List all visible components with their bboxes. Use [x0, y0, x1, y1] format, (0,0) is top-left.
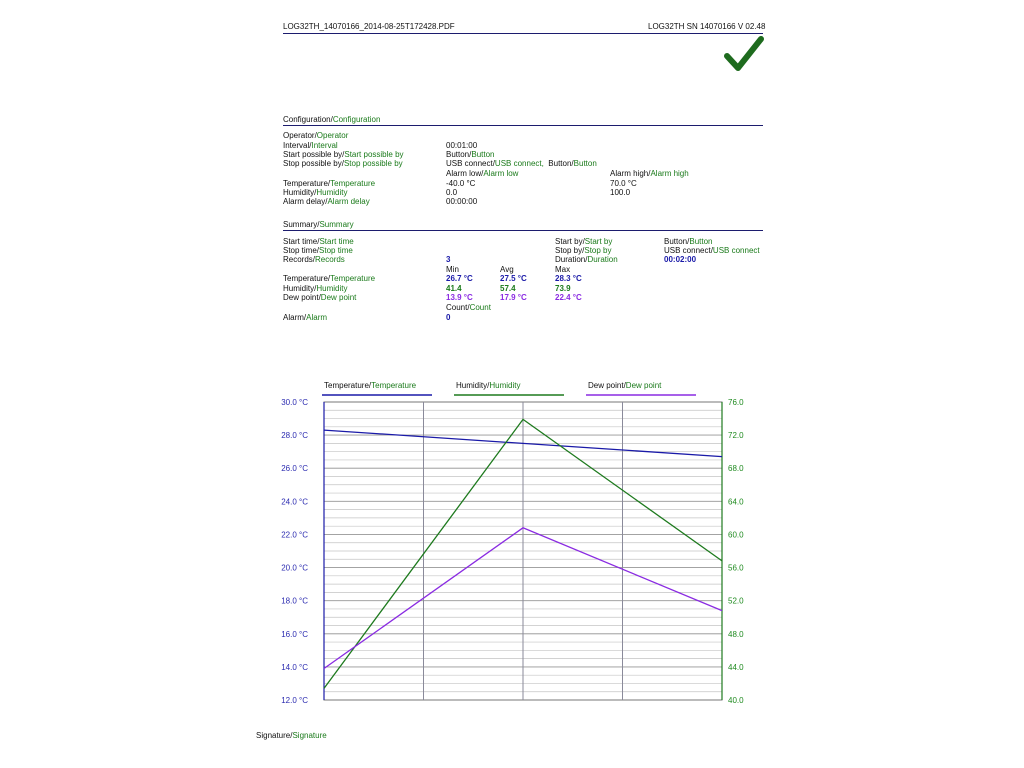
records-label: Records/Records: [283, 255, 345, 264]
stop-time-label: Stop time/Stop time: [283, 246, 353, 255]
left-tick-label: 30.0 °C: [281, 398, 308, 407]
stop-possible-label: Stop possible by/Stop possible by: [283, 159, 403, 168]
right-tick-label: 68.0: [728, 464, 744, 474]
avg-header: Avg: [500, 265, 514, 274]
alarm-count: 0: [446, 313, 451, 322]
stop-by-value: USB connect/USB connect: [664, 246, 760, 255]
start-by-value: Button/Button: [664, 237, 713, 246]
start-possible-label: Start possible by/Start possible by: [283, 150, 404, 159]
right-tick-label: 72.0: [728, 431, 744, 441]
start-possible-value: Button/Button: [446, 150, 495, 159]
humidity-min: 41.4: [446, 284, 462, 293]
right-tick-label: 56.0: [728, 563, 744, 573]
alarm-high-header: Alarm high/Alarm high: [610, 169, 689, 178]
records-value: 3: [446, 255, 451, 264]
left-tick-label: 28.0 °C: [281, 431, 308, 441]
stop-by-label: Stop by/Stop by: [555, 246, 612, 255]
duration-value: 00:02:00: [664, 255, 697, 264]
config-humidity-high: 100.0: [610, 188, 631, 197]
checkmark-icon: [724, 36, 764, 74]
configuration-title: Configuration/Configuration: [283, 115, 381, 124]
right-tick-label: 76.0: [728, 398, 744, 407]
max-header: Max: [555, 265, 571, 274]
dewpoint-max: 22.4 °C: [555, 293, 582, 302]
summary-dewpoint-label: Dew point/Dew point: [283, 293, 357, 302]
signature-label: Signature/Signature: [256, 731, 327, 740]
alarm-label: Alarm/Alarm: [283, 313, 328, 322]
humidity-max: 73.9: [555, 284, 571, 293]
device-info: LOG32TH SN 14070166 V 02.48: [648, 22, 766, 31]
temperature-avg: 27.5 °C: [500, 274, 527, 283]
summary-title: Summary/Summary: [283, 220, 354, 229]
summary-rule: [283, 230, 763, 231]
right-tick-label: 64.0: [728, 497, 744, 507]
interval-value: 00:01:00: [446, 141, 478, 150]
dewpoint-avg: 17.9 °C: [500, 293, 527, 302]
left-tick-label: 22.0 °C: [281, 530, 308, 540]
left-tick-label: 18.0 °C: [281, 596, 308, 606]
report-filename: LOG32TH_14070166_2014-08-25T172428.PDF: [283, 22, 455, 31]
config-humidity-low: 0.0: [446, 188, 458, 197]
start-time-label: Start time/Start time: [283, 237, 354, 246]
humidity-avg: 57.4: [500, 284, 516, 293]
stop-possible-value: USB connect/USB connect, Button/Button: [446, 159, 597, 168]
alarm-delay-label: Alarm delay/Alarm delay: [283, 197, 370, 206]
temperature-max: 28.3 °C: [555, 274, 582, 283]
left-tick-label: 12.0 °C: [281, 696, 308, 705]
config-humidity-label: Humidity/Humidity: [283, 188, 348, 197]
legend-label: Humidity/Humidity: [456, 381, 521, 390]
duration-label: Duration/Duration: [555, 255, 618, 264]
header-rule: [283, 33, 763, 34]
left-tick-label: 14.0 °C: [281, 662, 308, 672]
count-header: Count/Count: [446, 303, 491, 312]
left-tick-label: 24.0 °C: [281, 497, 308, 507]
right-tick-label: 44.0: [728, 662, 744, 672]
left-tick-label: 26.0 °C: [281, 464, 308, 474]
summary-temperature-label: Temperature/Temperature: [283, 274, 376, 283]
alarm-delay-value: 00:00:00: [446, 197, 478, 206]
operator-label: Operator/Operator: [283, 131, 349, 140]
dewpoint-min: 13.9 °C: [446, 293, 473, 302]
measurement-chart: [270, 378, 770, 710]
right-tick-label: 48.0: [728, 629, 744, 639]
config-temperature-label: Temperature/Temperature: [283, 179, 376, 188]
start-by-label: Start by/Start by: [555, 237, 613, 246]
legend-label: Dew point/Dew point: [588, 381, 662, 390]
min-header: Min: [446, 265, 459, 274]
config-temperature-low: -40.0 °C: [446, 179, 476, 188]
legend-label: Temperature/Temperature: [324, 381, 417, 390]
left-tick-label: 16.0 °C: [281, 629, 308, 639]
interval-label: Interval/Interval: [283, 141, 338, 150]
config-temperature-high: 70.0 °C: [610, 179, 637, 188]
right-tick-label: 52.0: [728, 596, 744, 606]
right-tick-label: 60.0: [728, 530, 744, 540]
configuration-rule: [283, 125, 763, 126]
temperature-min: 26.7 °C: [446, 274, 473, 283]
left-tick-label: 20.0 °C: [281, 563, 308, 573]
summary-humidity-label: Humidity/Humidity: [283, 284, 348, 293]
right-tick-label: 40.0: [728, 696, 744, 705]
alarm-low-header: Alarm low/Alarm low: [446, 169, 519, 178]
